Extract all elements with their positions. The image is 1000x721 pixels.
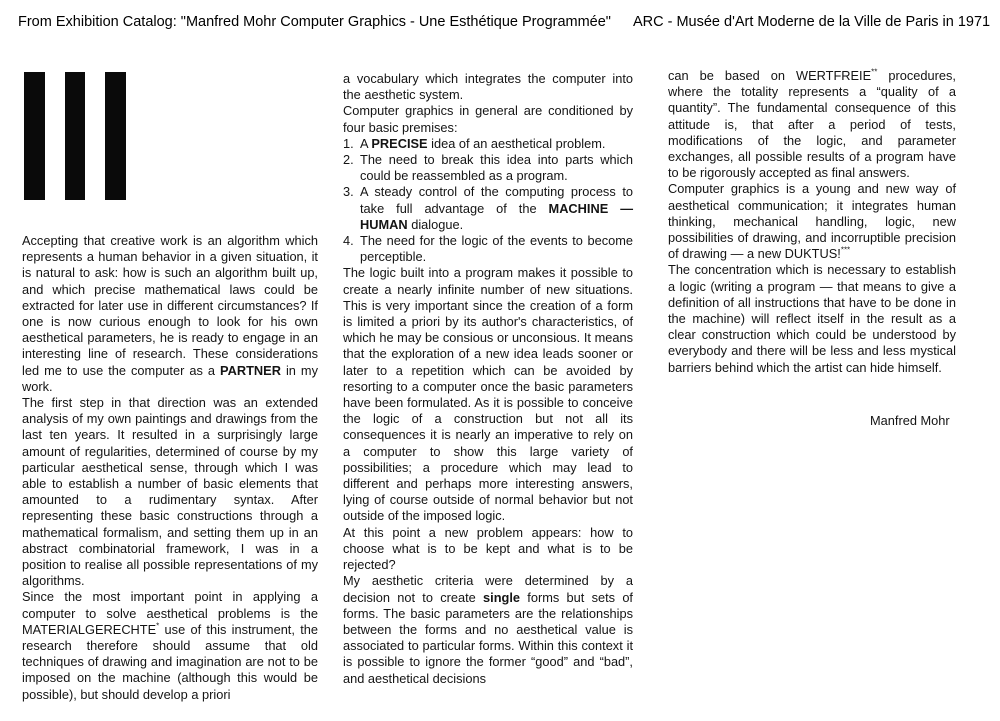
list-item: 2. The need to break this idea into parts which could be reassembled as a program.	[343, 152, 633, 184]
logo-bar	[105, 72, 126, 200]
bold-term: PARTNER	[220, 362, 281, 378]
list-item: 4. The need for the logic of the events to become perceptible.	[343, 233, 633, 265]
premises-list	[343, 136, 633, 266]
footnote-mark: **	[871, 67, 878, 77]
author-signature: Manfred Mohr	[870, 413, 950, 428]
logo-bar	[24, 72, 45, 200]
bold-term: single	[483, 589, 521, 605]
footnote-mark: *	[156, 621, 160, 631]
paragraph: Computer graphics is a young and new way of aesthetical communication; it integrates human thinking, mechanical handling, logic, new possibilities of drawing, and incorruptible precision of drawing — a new DUKTUS!***	[668, 181, 956, 262]
roman-numeral-three-logo	[24, 72, 126, 200]
paragraph: My aesthetic criteria were determined by a decision not to create single forms but sets of forms. The basic parameters are the relationships between the forms and no aesthetical value is associated to particular forms. Within this context it is possible to ignore the former “good” and “bad”, and aesthetical decisions	[343, 573, 633, 686]
paragraph: The concentration which is necessary to establish a logic (writing a program — that means to give a definition of all instructions that have to be done in the machine) will reflect itself in the result as a clear construction which could be understood by everybody and there will be less and less mystical barriers behind which the artist can hide himself.	[668, 262, 956, 375]
paragraph: The logic built into a program makes it possible to create a nearly infinite number of new situations. This is very important since the creation of a form is limited a priori by its author's characteristics, of which he may be consious or unconsious. It means that the exploration of a new idea leads sooner or later to a repetition which can be avoided by resorting to a computer once the basic parameters have been formulated. As it is possible to conceive the logic of a construction but not all its consequences it is nearly an imperative to rely on a computer to show this large variety of possibilities; a procedure which may lead to different and perhaps more interesting answers, lying of course outside of normal behavior but not outside of the imposed logic.	[343, 265, 633, 524]
logo-bar	[65, 72, 86, 200]
text-column-3	[668, 68, 956, 376]
paragraph: a vocabulary which integrates the computer into the aesthetic system.	[343, 71, 633, 103]
paragraph: The first step in that direction was an extended analysis of my own paintings and drawings from the last ten years. It resulted in a surprisingly large amount of regularities, determined of course by my particular aesthetical sense, through which I was able to establish a number of basic elements that amounted to a rudimentary syntax. After representing these basic constructions through a mathematical formalism, and setting them up in an abstract combinatorial framework, I was in a position to realise all possible representations of my algorithms.	[22, 395, 318, 589]
catalog-header	[18, 14, 991, 30]
list-item: 3. A steady control of the computing process to take full advantage of the MACHINE — HUMAN dialogue.	[343, 184, 633, 232]
text-column-2	[343, 71, 633, 687]
text-column-1	[22, 233, 318, 703]
paragraph: Computer graphics in general are conditioned by four basic premises:	[343, 103, 633, 135]
paragraph: At this point a new problem appears: how to choose what is to be kept and what is to be rejected?	[343, 524, 633, 573]
paragraph: can be based on WERTFREIE** procedures, where the totality represents a “quality of a quantity”. The fundamental consequence of this attitude is, that after a period of tests, modifications of the logic, and parameter exchanges, all possible results of a program have to be rigorously accepted as final answers.	[668, 67, 956, 181]
footnote-mark: ***	[840, 245, 851, 255]
paragraph: Accepting that creative work is an algorithm which represents a human behavior in a given situation, it is natural to ask: how is such an algorithm built up, and which precise mathematical laws could be extracted for later use in different circumstances? If one is now curious enough to look for his own aesthetical parameters, he is ready to engage in an interesting line of research. These considerations led me to use the computer as a PARTNER in my work.	[22, 233, 318, 394]
list-item: 1. A PRECISE idea of an aesthetical problem.	[343, 135, 606, 151]
paragraph: Since the most important point in applying a computer to solve aesthetical problems is the MATERIALGERECHTE* use of this instrument, the research therefore should assume that old techniques of drawing and imagination are not to be imposed on the machine (although this would be possible), but should develop a priori	[22, 589, 318, 702]
header-source: From Exhibition Catalog: "Manfred Mohr Computer Graphics - Une Esthétique Programmée"	[18, 14, 611, 30]
header-venue: ARC - Musée d'Art Moderne de la Ville de Paris in 1971	[632, 14, 991, 30]
